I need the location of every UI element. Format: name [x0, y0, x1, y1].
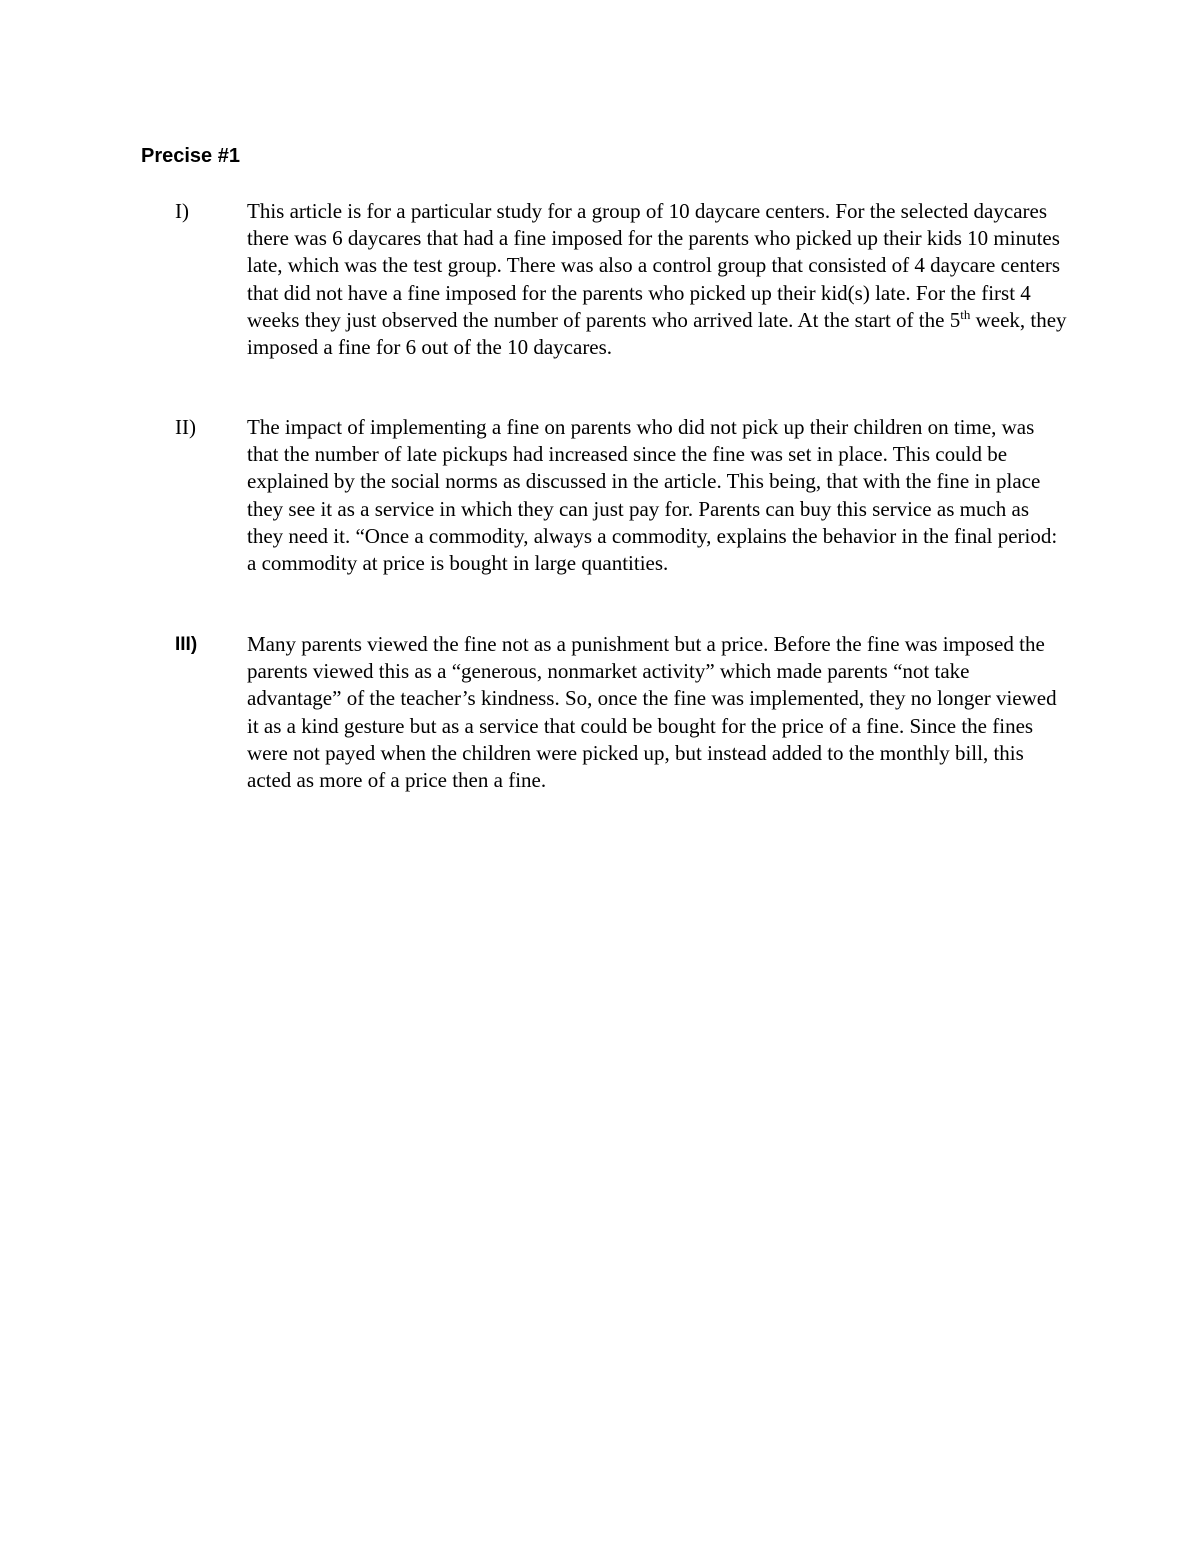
list-item-text: The impact of implementing a fine on parents who did not pick up their children on time, was that the number of late pickups had increased since the fine was set in place. This could be explained by the social norms as discussed in the article. This being, that with the fine in place they see it as a service in which they can just pay for. Parents can buy this service as much as they need it. “Once a commodity, always a commodity, explains the behavior in the final period: a commodity at price is bought in large quantities.: [247, 415, 1058, 576]
list-item-text-part: week, they imposed a fine for 6 out of the 10 daycares.: [247, 307, 1067, 360]
list-item-label: I): [175, 199, 189, 223]
list-item-label: III): [175, 634, 198, 655]
list-item-text: [247, 198, 1067, 361]
list-item-text: Many parents viewed the fine not as a punishment but a price. Before the fine was imposed the parents viewed this as a “generous, nonmarket activity” which made parents “not take advantage” of the teacher’s kindness. So, once the fine was implemented, they no longer viewed it as a kind gesture but as a service that could be bought for the price of a fine. Since the fines were not payed when the children were picked up, but instead added to the monthly bill, this acted as more of a price then a fine.: [247, 632, 1057, 793]
list-item-text-part: This article is for a particular study for a group of 10 daycare centers. For the selected daycares there was 6 daycares that had a fine imposed for the parents who picked up their kids 10 minutes late, which was the test group. There was also a control group that consisted of 4 daycare centers that did not have a fine imposed for the parents who picked up their kid(s) late. For the first 4 weeks they just observed the number of parents who arrived late. At the start of the 5: [247, 199, 1061, 332]
superscript-th: th: [960, 306, 971, 322]
list-item-label: II): [175, 415, 196, 439]
document-title: Precise #1: [141, 145, 240, 167]
